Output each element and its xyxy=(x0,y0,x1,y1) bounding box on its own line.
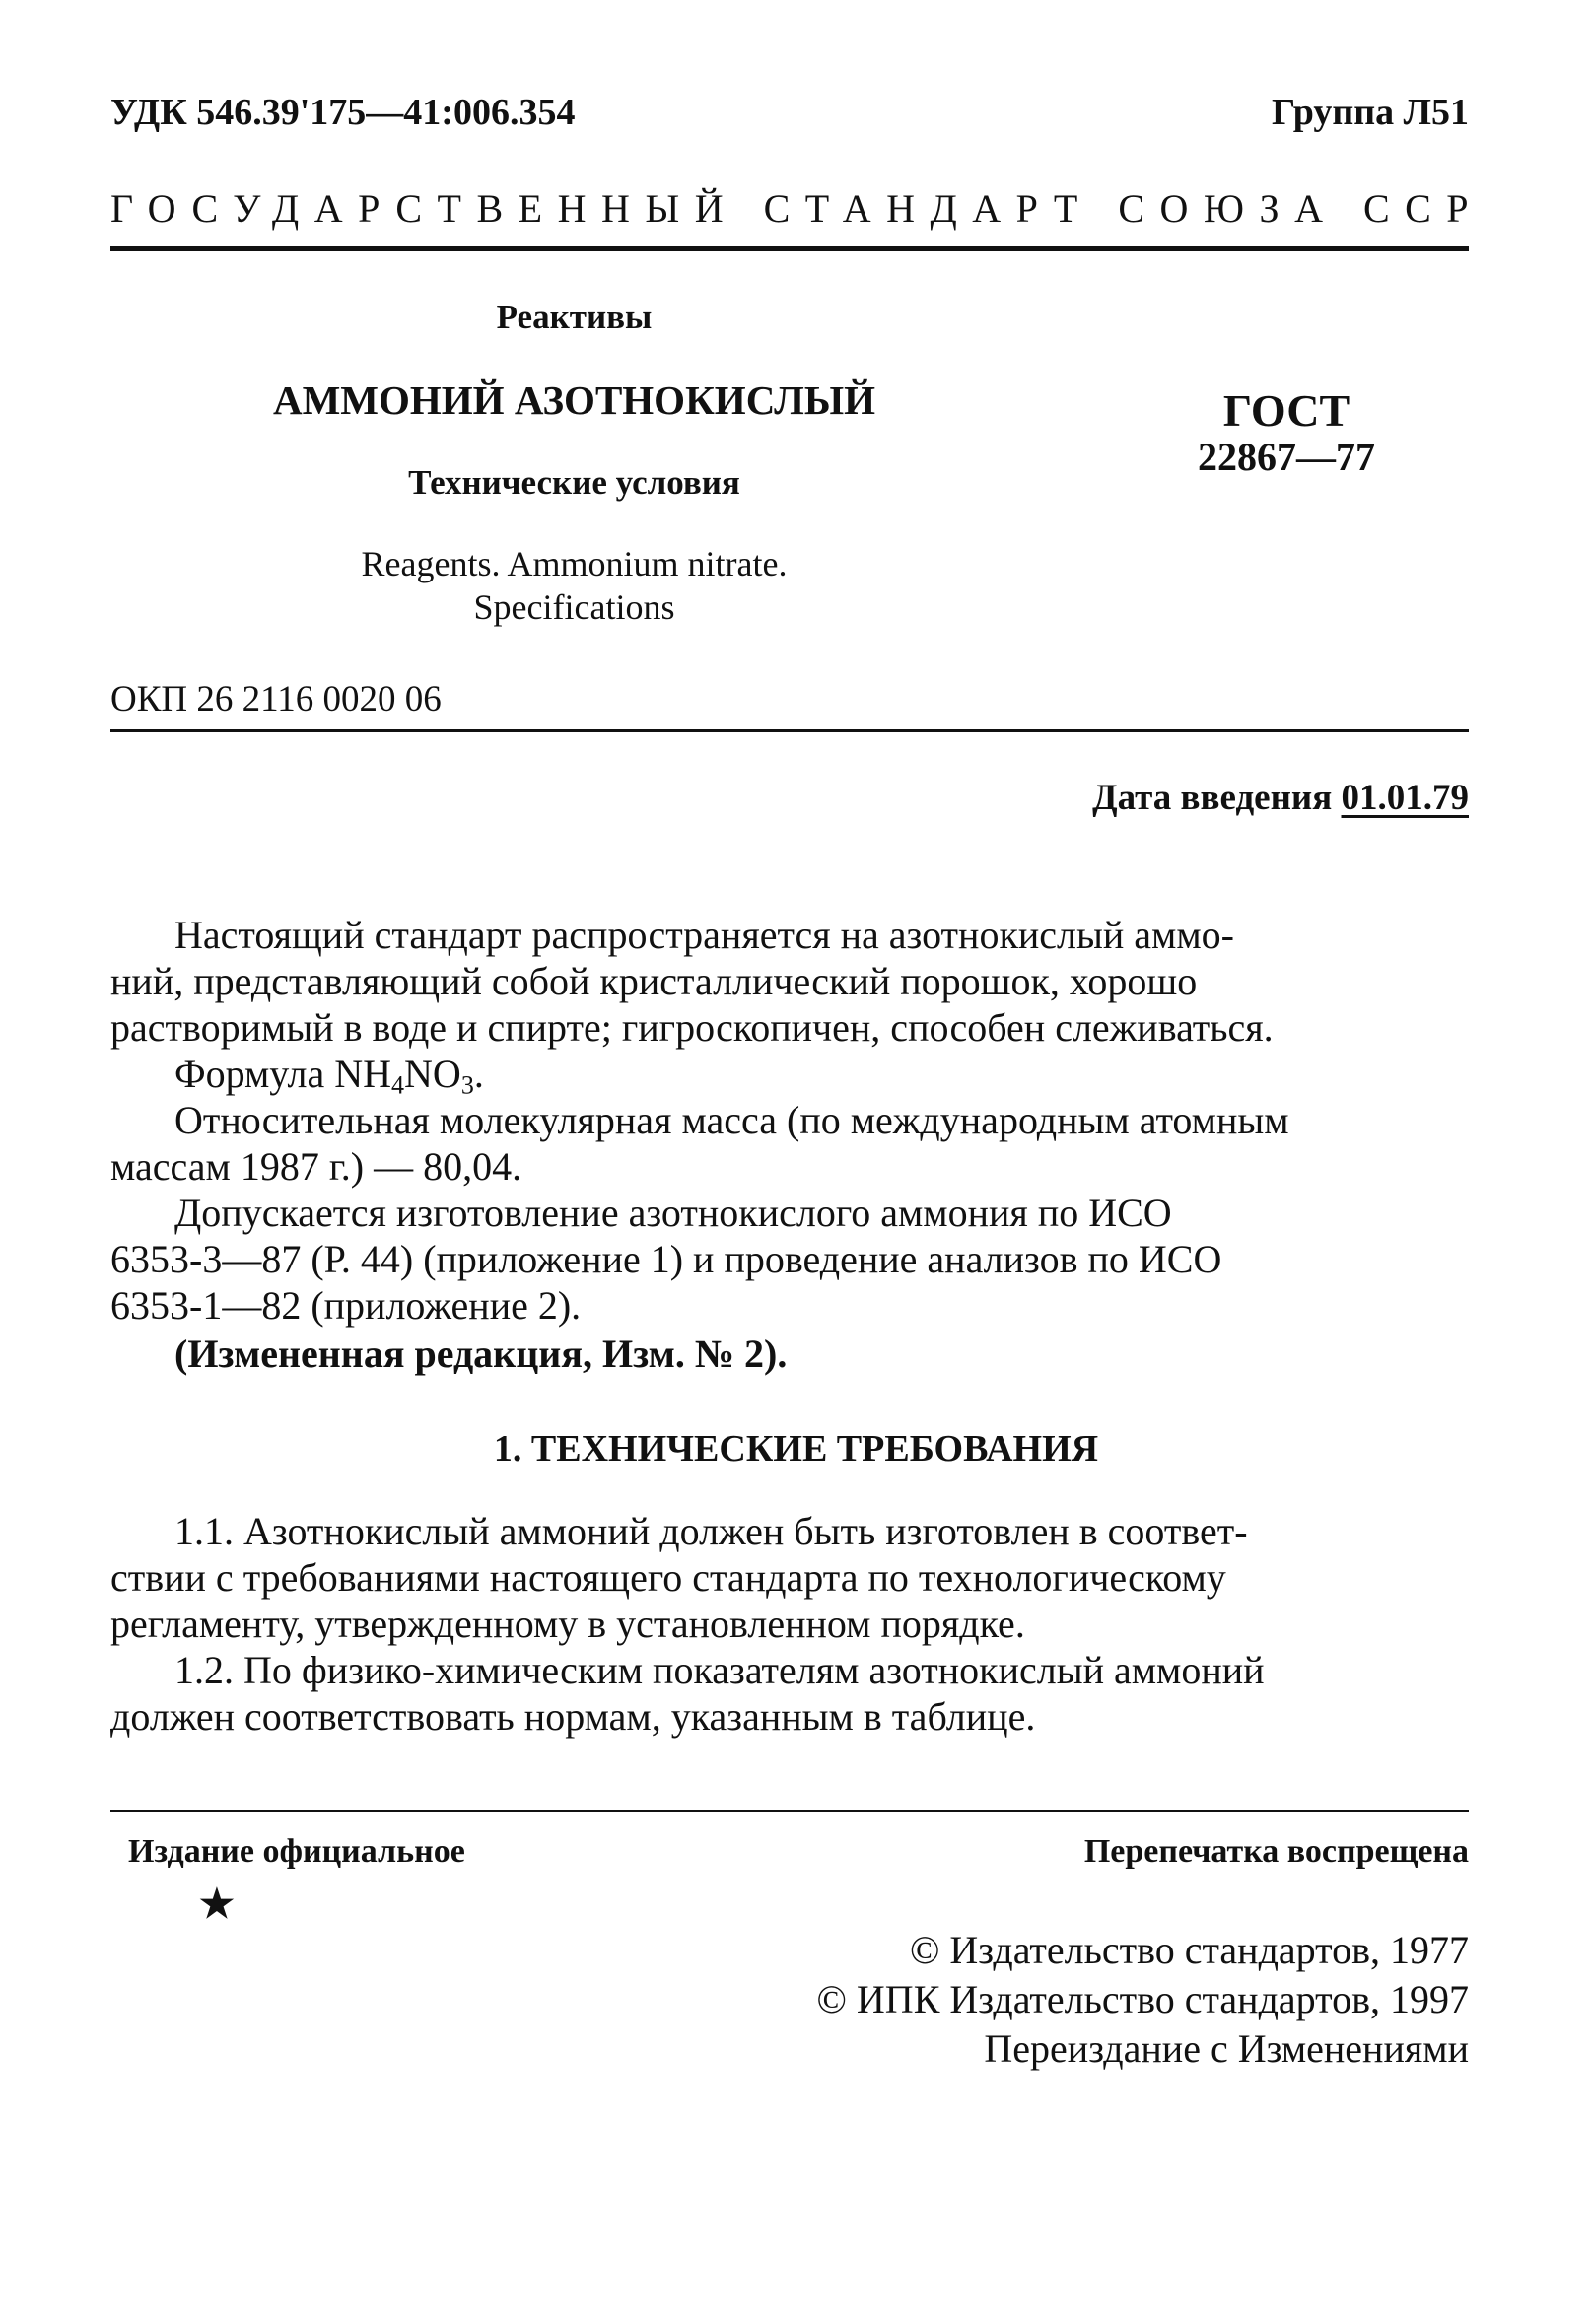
clause-1-2-line-1: 1.2. По физико-химическим показателям азотнокислый аммоний xyxy=(174,1648,1265,1692)
gost-label: ГОСТ xyxy=(1222,385,1350,436)
english-title-line-1: Reagents. Ammonium nitrate. xyxy=(361,544,788,583)
reprint-forbidden-label: Перепечатка воспрещена xyxy=(1083,1833,1469,1870)
iso-paragraph-line-1: Допускается изготовление азотнокислого аммония по ИСО xyxy=(174,1191,1172,1235)
footer-rule xyxy=(110,1810,1469,1812)
category-label: Реактивы xyxy=(496,298,653,336)
formula-line: Формула $NH_4NO_3$. xyxy=(174,1052,484,1100)
iso-paragraph-line-3: 6353-1—82 (приложение 2). xyxy=(110,1283,582,1328)
okp-rule xyxy=(110,729,1469,732)
udk-code: УДК 546.39'175—41:006.354 xyxy=(110,92,576,133)
scope-paragraph-line-2: ний, представляющий собой кристаллический порошок, хорошо xyxy=(110,959,1198,1003)
document-title: АММОНИЙ АЗОТНОКИСЛЫЙ xyxy=(273,377,875,423)
state-standard-heading: ГОСУДАРСТВЕННЫЙ СТАНДАРТ СОЮЗА ССР xyxy=(110,186,1485,231)
clause-1-1-line-1: 1.1. Азотнокислый аммоний должен быть изготовлен в соответ- xyxy=(174,1509,1248,1553)
section-1-heading: 1. ТЕХНИЧЕСКИЕ ТРЕБОВАНИЯ xyxy=(493,1428,1099,1470)
scope-paragraph-line-1: Настоящий стандарт распространяется на азотнокислый аммо- xyxy=(174,913,1234,957)
intro-date-label: Дата введения xyxy=(1092,778,1333,818)
okp-code: ОКП 26 2116 0020 06 xyxy=(110,679,442,719)
copyright-1997: © ИПК Издательство стандартов, 1997 xyxy=(816,1977,1469,2021)
iso-paragraph-line-2: 6353-3—87 (Р. 44) (приложение 1) и проведение анализов по ИСО xyxy=(110,1237,1222,1281)
molecular-mass-line-2: массам 1987 г.) — 80,04. xyxy=(110,1144,522,1189)
clause-1-2-line-2: должен соответствовать нормам, указанным в таблице. xyxy=(110,1694,1036,1739)
header-rule xyxy=(110,246,1469,251)
molecular-mass-line-1: Относительная молекулярная масса (по международным атомным xyxy=(174,1098,1289,1142)
official-edition-label: Издание официальное xyxy=(128,1833,465,1870)
english-title-line-2: Specifications xyxy=(473,587,675,627)
reissue-note: Переиздание с Изменениями xyxy=(984,2026,1469,2071)
clause-1-1-line-3: регламенту, утвержденному в установленном порядке. xyxy=(110,1602,1025,1646)
star-icon: ★ xyxy=(199,1881,235,1926)
gost-number: 22867—77 xyxy=(1198,435,1375,479)
copyright-1977: © Издательство стандартов, 1977 xyxy=(909,1928,1469,1972)
intro-date-value: 01.01.79 xyxy=(1341,778,1469,818)
edition-note: (Измененная редакция, Изм. № 2). xyxy=(174,1332,788,1376)
scope-paragraph-line-3: растворимый в воде и спирте; гигроскопичен, способен слеживаться. xyxy=(110,1005,1274,1050)
group-code: Группа Л51 xyxy=(1271,92,1469,133)
clause-1-1-line-2: ствии с требованиями настоящего стандарта по технологическому xyxy=(110,1555,1226,1600)
document-subtitle: Технические условия xyxy=(408,463,740,502)
intro-date xyxy=(1092,777,1469,819)
